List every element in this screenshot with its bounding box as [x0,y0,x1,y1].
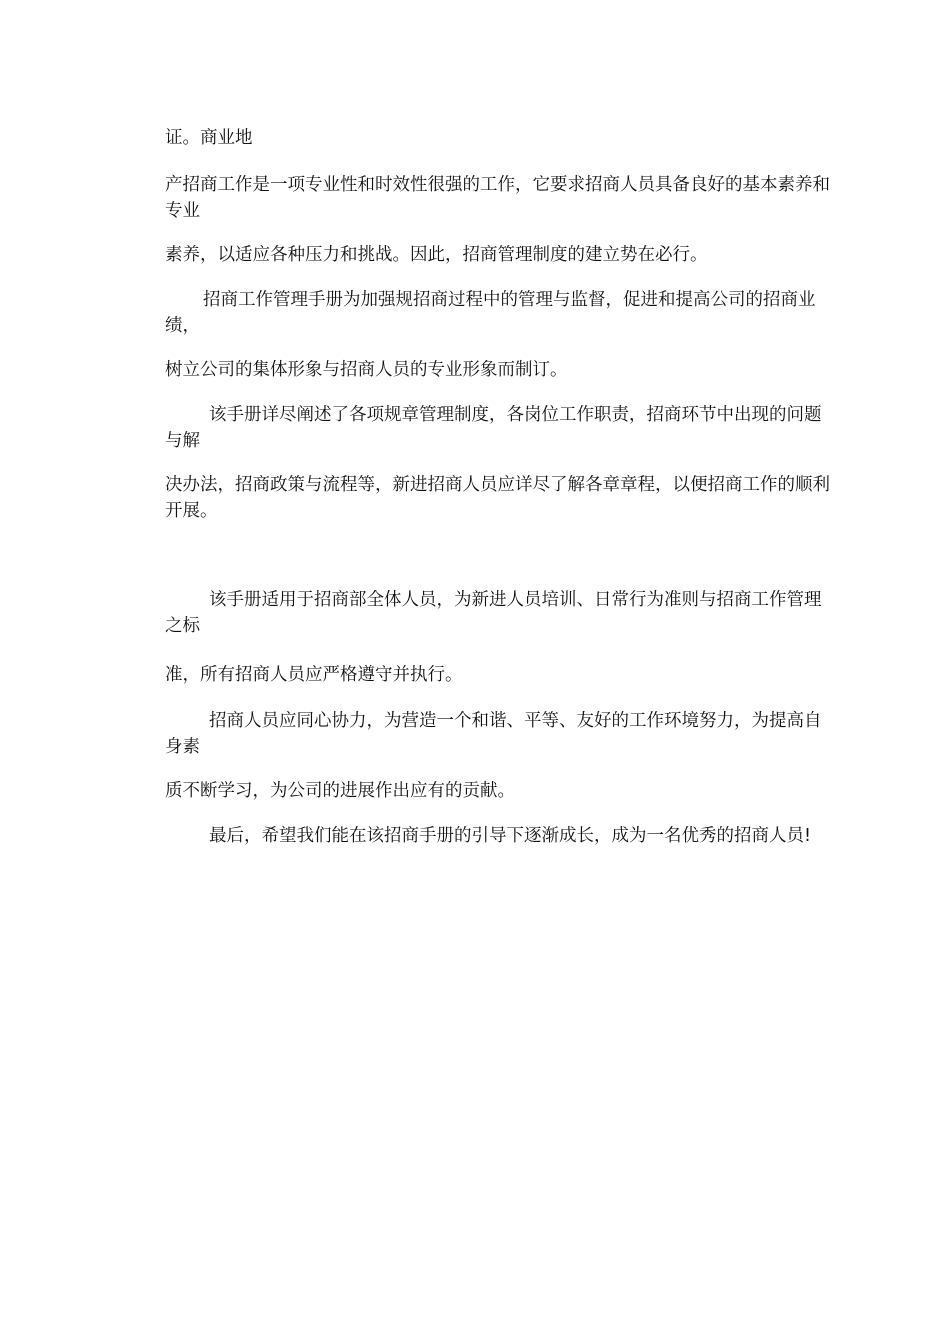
paragraph-5: 树立公司的集体形象与招商人员的专业形象而制订。 [165,360,568,380]
paragraph-8: 该手册适用于招商部全体人员，为新进人员培训、日常行为准则与招商工作管理之标 [165,590,822,636]
paragraph-11: 质不断学习，为公司的进展作出应有的贡献。 [165,781,515,801]
paragraph-10: 招商人员应同心协力，为营造一个和谐、平等、友好的工作环境努力，为提高自身素 [165,711,822,757]
paragraph-12: 最后，希望我们能在该招商手册的引导下逐渐成长，成为一名优秀的招商人员! [209,826,812,846]
paragraph-6: 该手册详尽阐述了各项规章管理制度，各岗位工作职责，招商环节中出现的问题与解 [165,405,822,451]
paragraph-9: 准，所有招商人员应严格遵守并执行。 [165,665,463,685]
paragraph-3: 素养，以适应各种压力和挑战。因此，招商管理制度的建立势在必行。 [165,245,708,265]
paragraph-2: 产招商工作是一项专业性和时效性很强的工作，它要求招商人员具备良好的基本素养和专业 [165,175,830,221]
paragraph-4: 招商工作管理手册为加强规招商过程中的管理与监督，促进和提高公司的招商业绩， [165,290,816,336]
paragraph-1: 证。商业地 [165,128,253,148]
paragraph-7: 决办法，招商政策与流程等，新进招商人员应详尽了解各章章程，以便招商工作的顺利开展。 [165,475,830,521]
